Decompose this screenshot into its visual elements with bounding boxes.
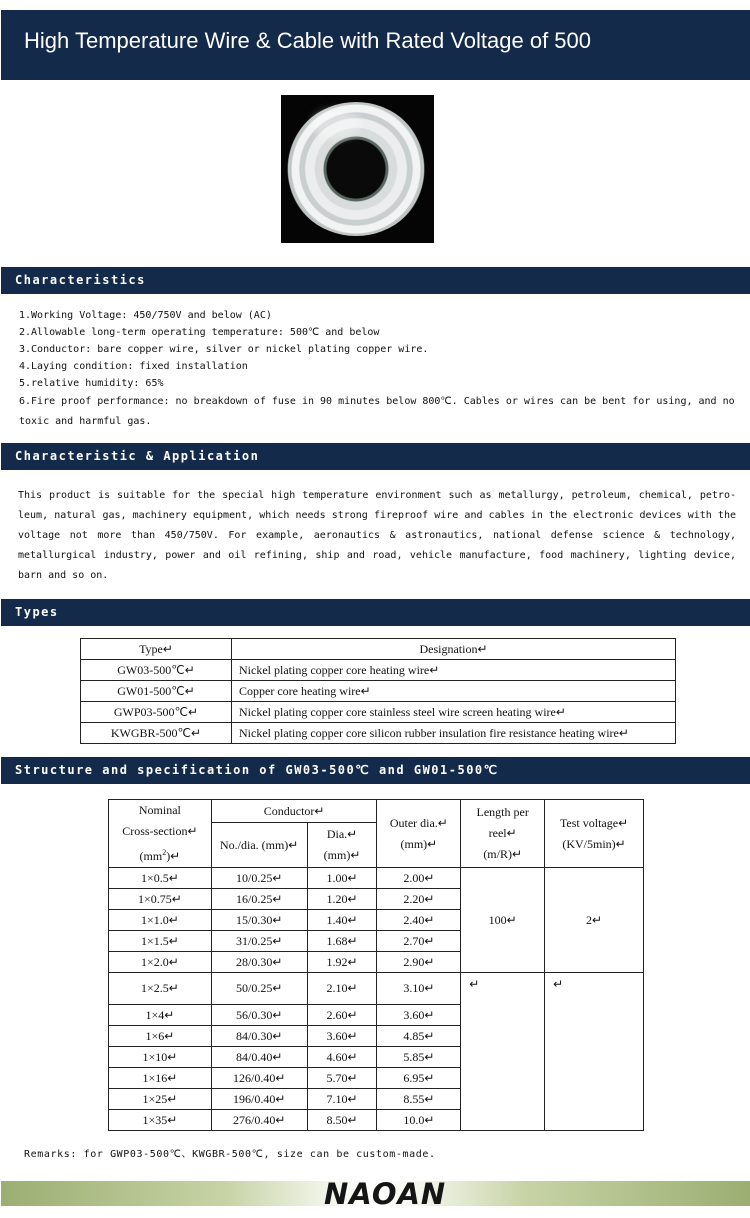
list-item: 6.Fire proof performance: no breakdown of fuse in 90 minutes below 800℃. Cables or wires can be bent for using, and no toxic and harmful gas.: [19, 396, 735, 427]
length-merged-cell: ↵: [461, 973, 545, 1131]
application-paragraph: This product is suitable for the special high temperature environment such as metallurgy, petroleum, chemical, petro-leum, natural gas, machinery equipment, which needs strong fireproof wire and cables in the electronic devices with the voltage not more than 450/750V. For example, aeronautics & astronautics, national defense science & technology, metallurgical industry, power and oil refining, ship and road, vehicle manufacture, food machinery, lighting device, barn and so on.: [18, 490, 736, 581]
logo-wordmark: NAOAN: [324, 1177, 447, 1211]
conductor-header: Conductor↵: [211, 800, 377, 823]
types-table: [80, 638, 676, 744]
list-item: 4.Laying condition: fixed installation: [19, 361, 248, 372]
length-merged-cell: 100↵: [461, 868, 545, 973]
list-item: 5.relative humidity: 65%: [19, 378, 164, 389]
type-cell: GW01-500℃↵: [81, 681, 232, 702]
table-row: 1×35↵ 276/0.40↵ 8.50↵ 10.0↵: [109, 1110, 644, 1131]
test-merged-cell: 2↵: [545, 868, 644, 973]
nominal-header: Nominal Cross-section↵ $(mm^2)↵$: [109, 800, 212, 868]
list-item: 3.Conductor: bare copper wire, silver or nickel plating copper wire.: [19, 344, 429, 355]
remarks-note: Remarks: for GWP03-500℃、KWGBR-500℃, size can be custom-made.: [24, 1149, 436, 1160]
type-cell: GW03-500℃↵: [81, 660, 232, 681]
table-row: [81, 681, 676, 702]
section-title: Characteristic & Application: [15, 449, 260, 463]
test-voltage-header: Test voltage↵ (KV/5min)↵: [545, 800, 644, 868]
section-header-application: [1, 443, 750, 470]
table-row: [81, 723, 676, 744]
section-header-structure: [1, 757, 750, 784]
designation-cell: Nickel plating copper core heating wire↵: [232, 660, 676, 681]
test-merged-cell: ↵: [545, 973, 644, 1131]
table-row: 1×10↵ 84/0.40↵ 4.60↵ 5.85↵: [109, 1047, 644, 1068]
table-row: 1×2.5↵ 50/0.25↵ 2.10↵ 3.10↵ ↵ ↵: [109, 973, 644, 1005]
characteristics-list: [19, 307, 735, 432]
designation-cell: Copper core heating wire↵: [232, 681, 676, 702]
table-row: 1×2.0↵ 28/0.30↵ 1.92↵ 2.90↵: [109, 952, 644, 973]
table-row: 1×1.5↵ 31/0.25↵ 1.68↵ 2.70↵: [109, 931, 644, 952]
table-header-row: [81, 639, 676, 660]
no-dia-header: No./dia. (mm)↵: [211, 823, 307, 868]
section-title: Types: [15, 605, 59, 619]
naoan-logo: [324, 1174, 450, 1214]
dia-header: Dia.↵ (mm)↵: [307, 823, 377, 868]
product-photo: [281, 95, 434, 243]
table-row: 1×6↵ 84/0.30↵ 3.60↵ 4.85↵: [109, 1026, 644, 1047]
section-header-types: [1, 599, 750, 626]
outer-dia-header: Outer dia.↵ (mm)↵: [377, 800, 461, 868]
list-item: 2.Allowable long-term operating temperature: 500℃ and below: [19, 327, 380, 338]
column-header: Type↵: [81, 639, 232, 660]
length-header: Length per reel↵ (m/R)↵: [461, 800, 545, 868]
page-title: High Temperature Wire & Cable with Rated Voltage of 500: [24, 28, 592, 53]
table-row: 1×1.0↵ 15/0.30↵ 1.40↵ 2.40↵: [109, 910, 644, 931]
section-header-characteristics: [1, 267, 750, 294]
table-row: 1×4↵ 56/0.30↵ 2.60↵ 3.60↵: [109, 1005, 644, 1026]
spec-table: [108, 799, 644, 1131]
table-row: 1×16↵ 126/0.40↵ 5.70↵ 6.95↵: [109, 1068, 644, 1089]
table-row: 1×0.75↵ 16/0.25↵ 1.20↵ 2.20↵: [109, 889, 644, 910]
list-item: 1.Working Voltage: 450/750V and below (AC): [19, 310, 272, 321]
column-header: Designation↵: [232, 639, 676, 660]
table-row: [81, 702, 676, 723]
designation-cell: Nickel plating copper core silicon rubber insulation fire resistance heating wire↵: [232, 723, 676, 744]
type-cell: KWGBR-500℃↵: [81, 723, 232, 744]
designation-cell: Nickel plating copper core stainless steel wire screen heating wire↵: [232, 702, 676, 723]
table-header-row: [109, 800, 644, 823]
table-row: 1×25↵ 196/0.40↵ 7.10↵ 8.55↵: [109, 1089, 644, 1110]
table-row: [81, 660, 676, 681]
type-cell: GWP03-500℃↵: [81, 702, 232, 723]
section-title: Characteristics: [15, 273, 146, 287]
header-banner: [1, 10, 750, 80]
section-title: Structure and specification of GW03-500℃ and GW01-500℃: [15, 763, 499, 777]
table-row: 1×0.5↵ 10/0.25↵ 1.00↵ 2.00↵ 100↵ 2↵: [109, 868, 644, 889]
